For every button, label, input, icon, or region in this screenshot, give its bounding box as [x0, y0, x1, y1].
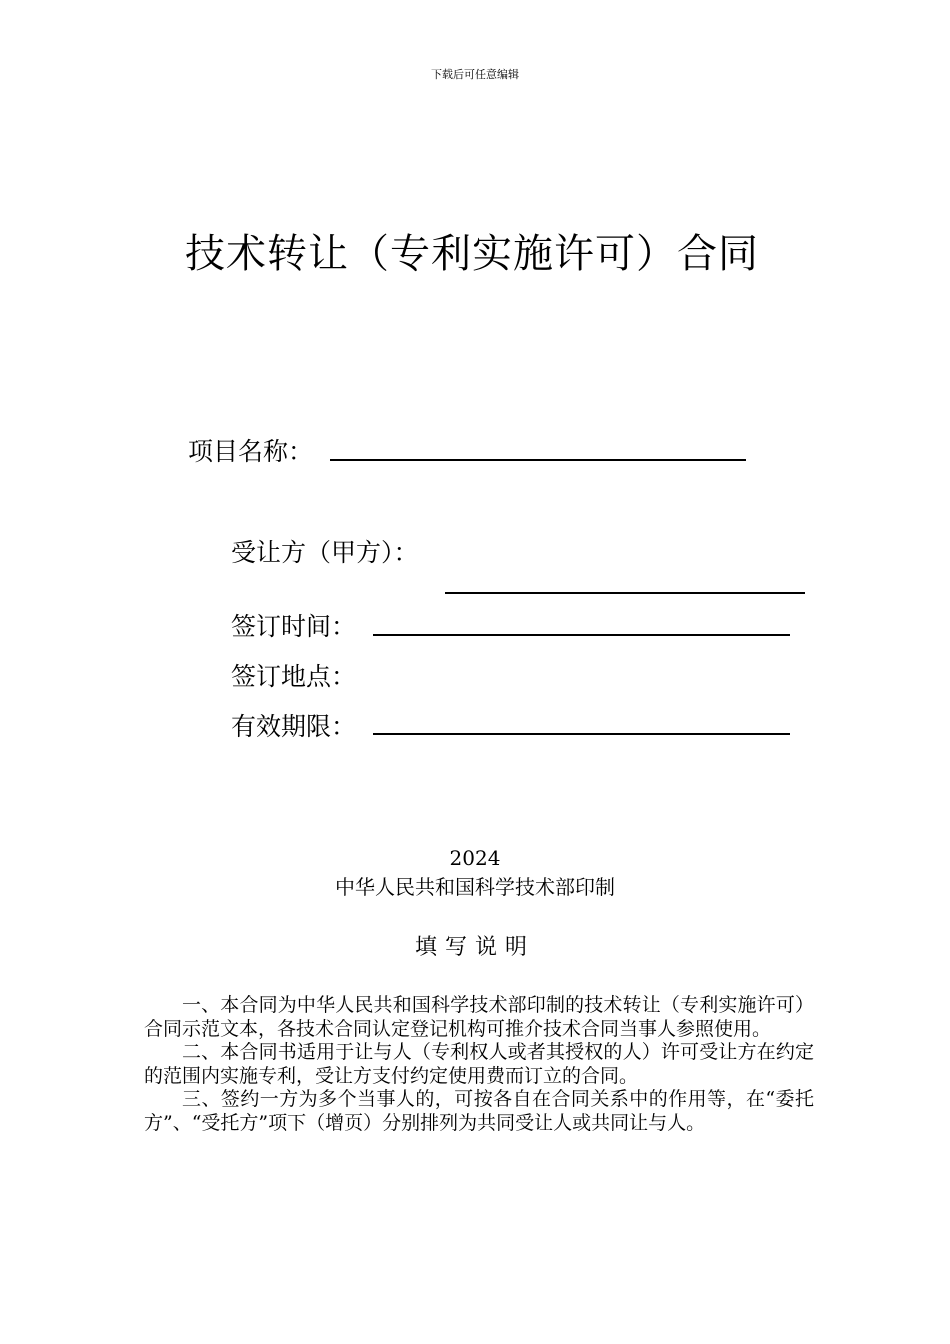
project-name-label: 项目名称： — [188, 437, 314, 466]
validity-label: 有效期限： — [231, 712, 357, 741]
instructions-title: 填写说明 — [414, 935, 535, 960]
sign-place-label: 签订地点： — [231, 662, 357, 691]
sign-time-line — [373, 634, 790, 636]
assignee-line — [445, 592, 805, 594]
header-note: 下载后可任意编辑 — [431, 68, 519, 81]
instruction-item: 三、签约一方为多个当事人的，可按各自在合同关系中的作用等，在“委托方”、“受托方”项下（增页）分别排列为共同受让人或共同让与人。 — [144, 1088, 814, 1134]
document-title: 技术转让（专利实施许可）合同 — [185, 231, 759, 277]
project-name-line — [330, 459, 746, 461]
publish-year: 2024 — [449, 846, 501, 870]
instructions-body — [144, 994, 814, 1135]
instruction-item: 二、本合同书适用于让与人（专利权人或者其授权的人）许可受让方在约定的范围内实施专利，受让方支付约定使用费而订立的合同。 — [144, 1041, 814, 1087]
publisher: 中华人民共和国科学技术部印制 — [335, 875, 615, 899]
validity-line — [373, 733, 790, 735]
assignee-label: 受让方（甲方）： — [231, 538, 419, 567]
instruction-item: 一、本合同为中华人民共和国科学技术部印制的技术转让（专利实施许可）合同示范文本，各技术合同认定登记机构可推介技术合同当事人参照使用。 — [144, 994, 814, 1040]
sign-time-label: 签订时间： — [231, 612, 357, 641]
